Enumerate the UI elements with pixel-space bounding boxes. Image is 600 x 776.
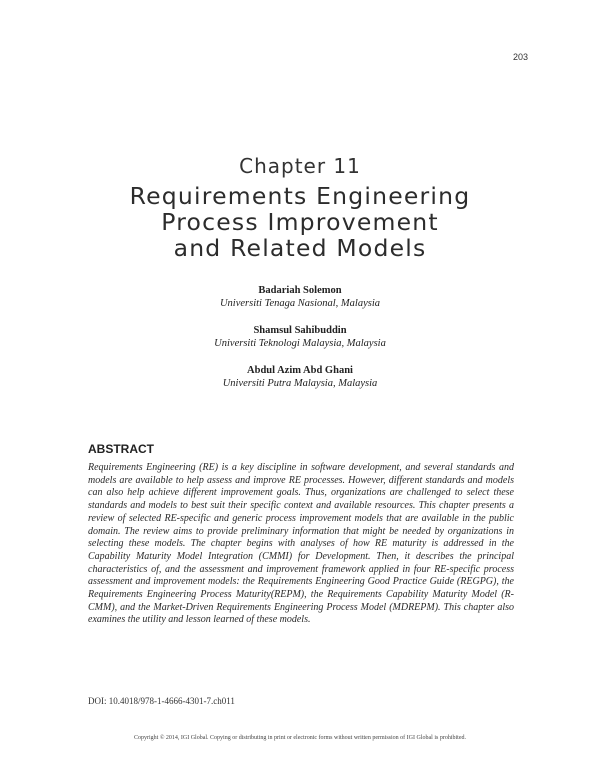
- author: [0, 284, 600, 310]
- author-name: Shamsul Sahibuddin: [253, 325, 347, 336]
- chapter-label: Chapter 11: [239, 154, 361, 178]
- copyright-notice: Copyright © 2014, IGI Global. Copying or distributing in print or electronic forms without written permission of IGI Global is prohibited.: [133, 735, 466, 741]
- author: [0, 324, 600, 350]
- doi: DOI: 10.4018/978-1-4666-4301-7.ch011: [88, 696, 235, 706]
- author-affiliation: Universiti Teknologi Malaysia, Malaysia: [214, 338, 386, 349]
- chapter-title: [0, 183, 600, 261]
- chapter-title-line: Process Improvement: [161, 208, 439, 236]
- author-name: Badariah Solemon: [258, 285, 342, 296]
- abstract-text: Requirements Engineering (RE) is a key discipline in software development, and several standards and models are available to help assess and improve RE processes. However, different standards and models can also help achieve different improvement goals. Thus, organizations are challenged to select these standards and models to best suit their specific context and available resources. This chapter presents a review of selected RE-specific and generic process improvement models that are available in the public domain. The review aims to provide preliminary information that might be needed by organizations in selecting these models. The chapter begins with analyses of how RE maturity is addressed in the Capability Maturity Model Integration (CMMI) for Development. Then, it describes the principal characteristics of, and the assessment and improvement framework applied in four RE-specific process assessment and improvement models: the Requirements Engineering Good Practice Guide (REGPG), the Requirements Engineering Process Maturity(REPM), the Requirements Capability Maturity Model (R-CMM), and the Market-Driven Requirements Engineering Process Model (MDREPM). This chapter also examines the utility and lesson learned of these models.: [88, 462, 514, 626]
- author: [0, 364, 600, 390]
- author-name: Abdul Azim Abd Ghani: [247, 365, 353, 376]
- author-affiliation: Universiti Tenaga Nasional, Malaysia: [219, 298, 381, 309]
- chapter-title-line: Requirements Engineering: [129, 182, 471, 210]
- chapter-title-line: and Related Models: [173, 234, 427, 262]
- author-list: [0, 284, 600, 404]
- abstract-heading: ABSTRACT: [88, 442, 154, 456]
- author-affiliation: Universiti Putra Malaysia, Malaysia: [222, 378, 378, 389]
- page-number: 203: [512, 52, 528, 62]
